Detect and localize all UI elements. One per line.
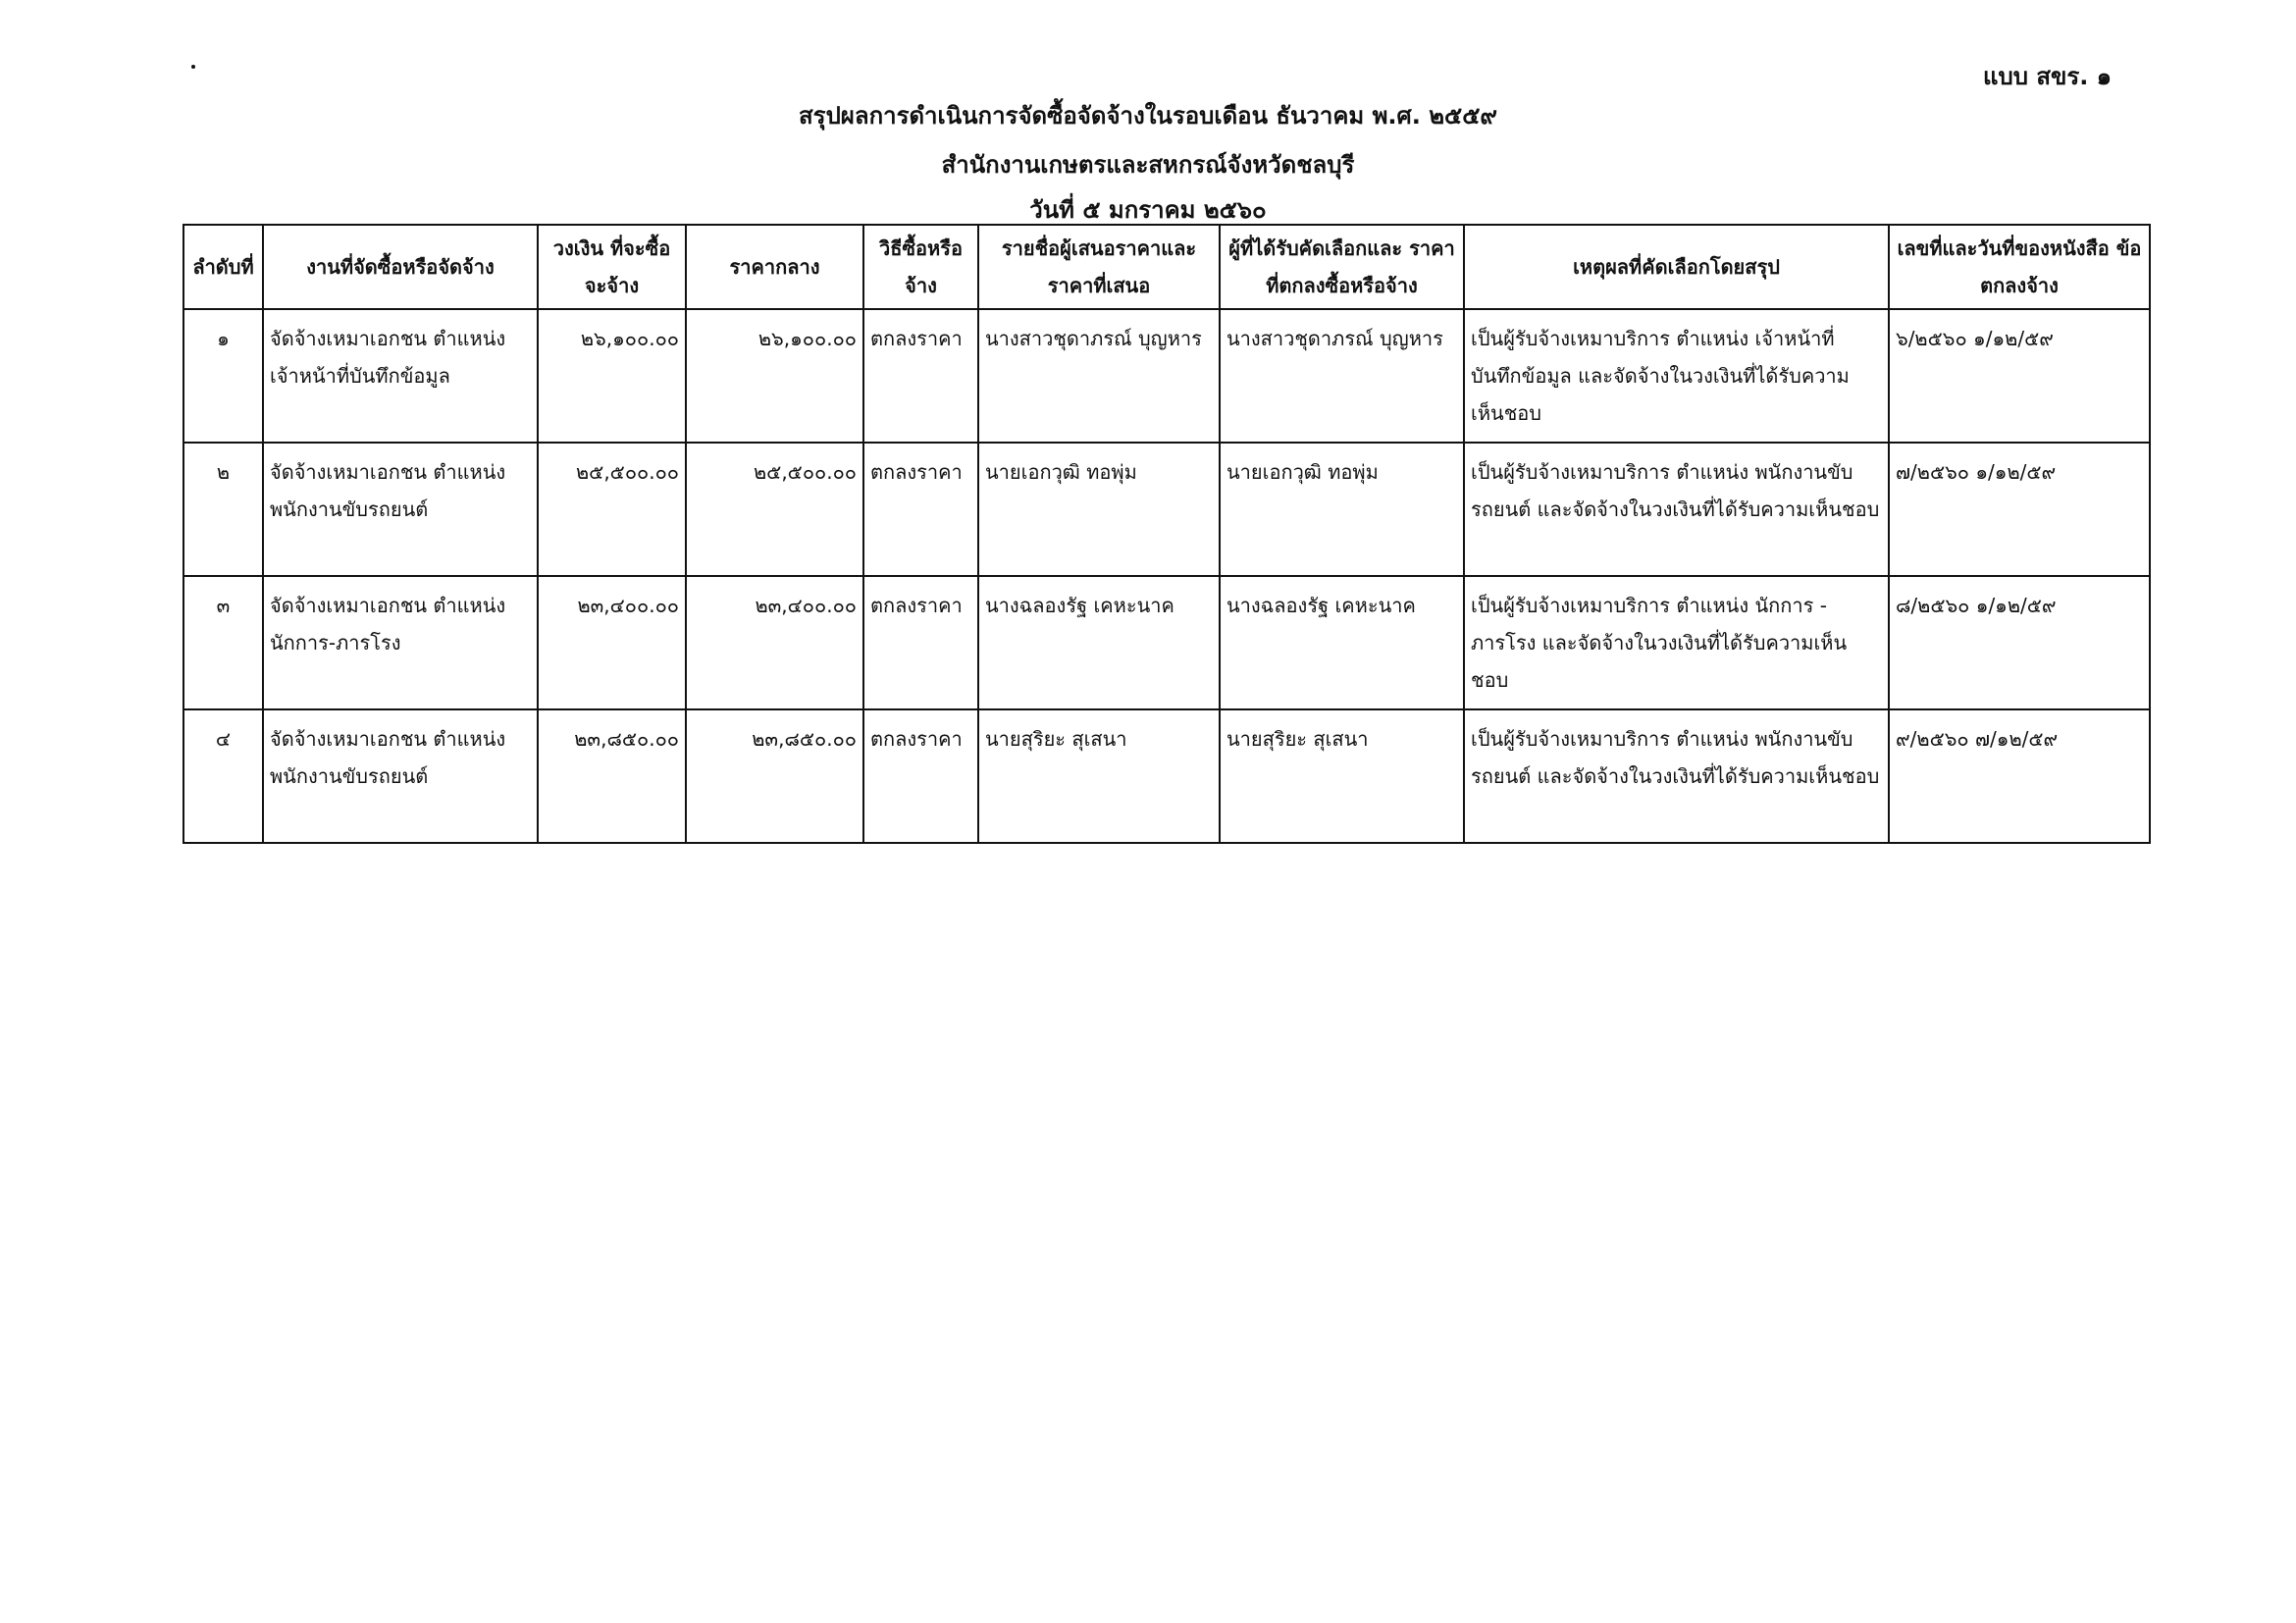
- row-no: ๒: [183, 443, 263, 576]
- row-reason: เป็นผู้รับจ้างเหมาบริการ ตำแหน่ง พนักงานขับรถยนต์ และจัดจ้างในวงเงินที่ได้รับความเห็นชอบ: [1464, 709, 1889, 843]
- header-method: วิธีซื้อหรือ จ้าง: [863, 225, 978, 309]
- row-bidders: นายเอกวุฒิ ทอพุ่ม: [978, 443, 1220, 576]
- row-selected: นายสุริยะ สุเสนา: [1220, 709, 1464, 843]
- row-budget: ๒๕,๕๐๐.๐๐: [538, 443, 686, 576]
- row-contract: ๙/๒๕๖๐ ๗/๑๒/๕๙: [1889, 709, 2150, 843]
- header-median-price: ราคากลาง: [686, 225, 863, 309]
- header-no: ลำดับที่: [183, 225, 263, 309]
- row-budget: ๒๓,๘๕๐.๐๐: [538, 709, 686, 843]
- row-reason: เป็นผู้รับจ้างเหมาบริการ ตำแหน่ง เจ้าหน้าที่บันทึกข้อมูล และจัดจ้างในวงเงินที่ได้รับความเห็นชอบ: [1464, 309, 1889, 443]
- row-method: ตกลงราคา: [863, 576, 978, 709]
- row-work: จัดจ้างเหมาเอกชน ตำแหน่ง พนักงานขับรถยนต์: [263, 443, 538, 576]
- table-row: [183, 709, 2150, 843]
- row-budget: ๒๓,๔๐๐.๐๐: [538, 576, 686, 709]
- row-median-price: ๒๓,๘๕๐.๐๐: [686, 709, 863, 843]
- row-work: จัดจ้างเหมาเอกชน ตำแหน่ง พนักงานขับรถยนต์: [263, 709, 538, 843]
- header-selected: ผู้ที่ได้รับคัดเลือกและ ราคาที่ตกลงซื้อหรือจ้าง: [1220, 225, 1464, 309]
- header-budget: วงเงิน ที่จะซื้อจะจ้าง: [538, 225, 686, 309]
- table-row: [183, 576, 2150, 709]
- scan-dot: [191, 65, 195, 69]
- header-work: งานที่จัดซื้อหรือจัดจ้าง: [263, 225, 538, 309]
- row-median-price: ๒๓,๔๐๐.๐๐: [686, 576, 863, 709]
- table-row: [183, 309, 2150, 443]
- row-selected: นางสาวชุดาภรณ์ บุญหาร: [1220, 309, 1464, 443]
- row-bidders: นายสุริยะ สุเสนา: [978, 709, 1220, 843]
- header-reason: เหตุผลที่คัดเลือกโดยสรุป: [1464, 225, 1889, 309]
- row-budget: ๒๖,๑๐๐.๐๐: [538, 309, 686, 443]
- row-median-price: ๒๕,๕๐๐.๐๐: [686, 443, 863, 576]
- row-selected: นางฉลองรัฐ เคหะนาค: [1220, 576, 1464, 709]
- row-work: จัดจ้างเหมาเอกชน ตำแหน่ง นักการ-ภารโรง: [263, 576, 538, 709]
- row-selected: นายเอกวุฒิ ทอพุ่ม: [1220, 443, 1464, 576]
- header-contract: เลขที่และวันที่ของหนังสือ ข้อตกลงจ้าง: [1889, 225, 2150, 309]
- row-contract: ๘/๒๕๖๐ ๑/๑๒/๕๙: [1889, 576, 2150, 709]
- row-reason: เป็นผู้รับจ้างเหมาบริการ ตำแหน่ง นักการ - ภารโรง และจัดจ้างในวงเงินที่ได้รับความเห็นชอบ: [1464, 576, 1889, 709]
- row-bidders: นางฉลองรัฐ เคหะนาค: [978, 576, 1220, 709]
- row-bidders: นางสาวชุดาภรณ์ บุญหาร: [978, 309, 1220, 443]
- row-method: ตกลงราคา: [863, 309, 978, 443]
- header-bidders: รายชื่อผู้เสนอราคาและ ราคาที่เสนอ: [978, 225, 1220, 309]
- row-work: จัดจ้างเหมาเอกชน ตำแหน่ง เจ้าหน้าที่บันทึกข้อมูล: [263, 309, 538, 443]
- form-code: แบบ สขร. ๑: [1983, 63, 2112, 90]
- row-reason: เป็นผู้รับจ้างเหมาบริการ ตำแหน่ง พนักงานขับรถยนต์ และจัดจ้างในวงเงินที่ได้รับความเห็นชอบ: [1464, 443, 1889, 576]
- row-no: ๓: [183, 576, 263, 709]
- row-method: ตกลงราคา: [863, 443, 978, 576]
- procurement-summary-table: [183, 224, 2151, 844]
- agency-name: สำนักงานเกษตรและสหกรณ์จังหวัดชลบุรี: [941, 151, 1355, 179]
- document-date: วันที่ ๕ มกราคม ๒๕๖๐: [1029, 196, 1267, 224]
- table-header-row: [183, 225, 2150, 309]
- row-no: ๑: [183, 309, 263, 443]
- row-contract: ๗/๒๕๖๐ ๑/๑๒/๕๙: [1889, 443, 2150, 576]
- row-median-price: ๒๖,๑๐๐.๐๐: [686, 309, 863, 443]
- row-contract: ๖/๒๕๖๐ ๑/๑๒/๕๙: [1889, 309, 2150, 443]
- row-method: ตกลงราคา: [863, 709, 978, 843]
- document-title: สรุปผลการดำเนินการจัดซื้อจัดจ้างในรอบเดือน ธันวาคม พ.ศ. ๒๕๕๙: [799, 102, 1497, 130]
- table-row: [183, 443, 2150, 576]
- row-no: ๔: [183, 709, 263, 843]
